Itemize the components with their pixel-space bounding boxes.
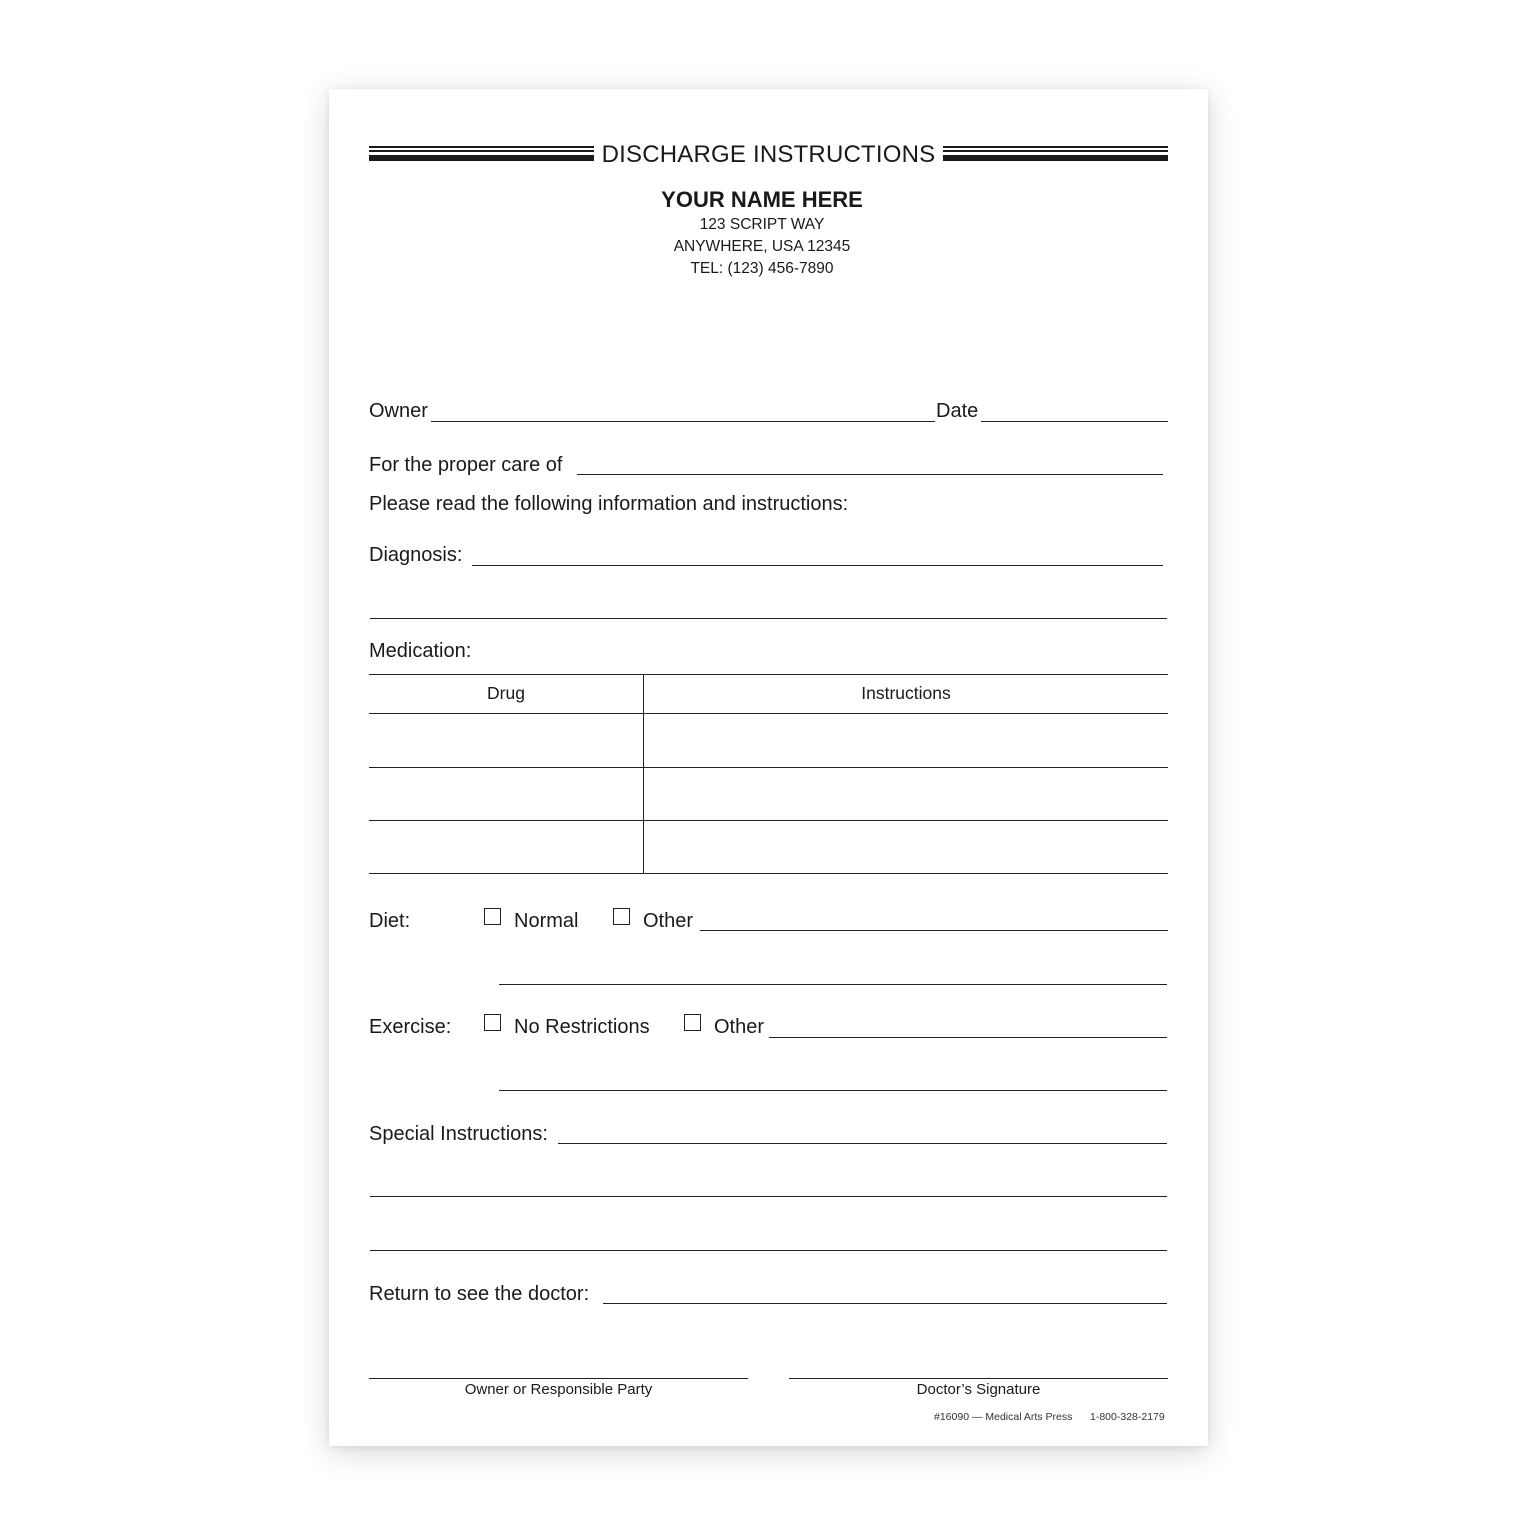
special-instructions-line-3[interactable] xyxy=(370,1250,1167,1251)
exercise-no-restrictions-checkbox[interactable] xyxy=(484,1014,501,1031)
footer-phone: 1-800-328-2179 xyxy=(1090,1411,1165,1423)
special-instructions-label: Special Instructions: xyxy=(369,1123,548,1145)
exercise-other-checkbox[interactable] xyxy=(684,1014,701,1031)
med-cell-drug-1[interactable] xyxy=(369,714,642,766)
form-title xyxy=(329,141,1208,169)
care-label: For the proper care of xyxy=(369,454,563,476)
med-row-3-line xyxy=(369,873,1168,874)
med-table-top xyxy=(369,674,1168,675)
med-cell-instructions-3[interactable] xyxy=(645,821,1168,872)
diet-normal-checkbox[interactable] xyxy=(484,908,501,925)
diagnosis-field-line-2[interactable] xyxy=(370,618,1167,619)
med-cell-drug-3[interactable] xyxy=(369,821,642,872)
phone-line: TEL: (123) 456-7890 xyxy=(690,260,834,277)
special-instructions-line-2[interactable] xyxy=(370,1196,1167,1197)
exercise-other-field[interactable] xyxy=(769,1037,1167,1038)
diet-other-field[interactable] xyxy=(700,930,1168,931)
diet-label: Diet: xyxy=(369,910,411,932)
exercise-field-line-2[interactable] xyxy=(499,1090,1167,1091)
diagnosis-label: Diagnosis: xyxy=(369,544,463,566)
diet-other-checkbox[interactable] xyxy=(613,908,630,925)
med-cell-instructions-2[interactable] xyxy=(645,768,1168,819)
return-field[interactable] xyxy=(603,1303,1167,1304)
med-header-drug: Drug xyxy=(487,683,525,703)
diet-normal-label: Normal xyxy=(514,910,579,932)
business-name: YOUR NAME HERE xyxy=(661,187,863,212)
exercise-label: Exercise: xyxy=(369,1016,452,1038)
med-table-divider xyxy=(643,674,644,873)
address-line-2: ANYWHERE, USA 12345 xyxy=(673,238,851,255)
form-title-text: DISCHARGE INSTRUCTIONS xyxy=(596,141,942,168)
owner-label: Owner xyxy=(369,400,428,422)
med-cell-drug-2[interactable] xyxy=(369,768,642,819)
date-field[interactable] xyxy=(981,421,1168,422)
care-field[interactable] xyxy=(577,474,1163,475)
diagnosis-field[interactable] xyxy=(472,565,1163,566)
footer-form-number: #16090 — Medical Arts Press xyxy=(934,1411,1073,1423)
med-header-instructions: Instructions xyxy=(861,683,951,703)
form-sheet xyxy=(329,89,1208,1446)
med-cell-instructions-1[interactable] xyxy=(645,714,1168,766)
read-instructions-text: Please read the following information and instructions: xyxy=(369,493,849,515)
diet-field-line-2[interactable] xyxy=(499,984,1167,985)
owner-signature-label: Owner or Responsible Party xyxy=(464,1381,653,1398)
diet-other-label: Other xyxy=(643,910,694,932)
medication-label: Medication: xyxy=(369,640,472,662)
date-label: Date xyxy=(936,400,979,422)
doctor-signature-line[interactable] xyxy=(789,1378,1168,1379)
special-instructions-field[interactable] xyxy=(558,1143,1167,1144)
exercise-no-restrictions-label: No Restrictions xyxy=(514,1016,650,1038)
address-line-1: 123 SCRIPT WAY xyxy=(699,216,825,233)
owner-signature-line[interactable] xyxy=(369,1378,748,1379)
exercise-other-label: Other xyxy=(714,1016,765,1038)
return-label: Return to see the doctor: xyxy=(369,1283,590,1305)
doctor-signature-label: Doctor’s Signature xyxy=(916,1381,1041,1398)
owner-field[interactable] xyxy=(431,421,935,422)
